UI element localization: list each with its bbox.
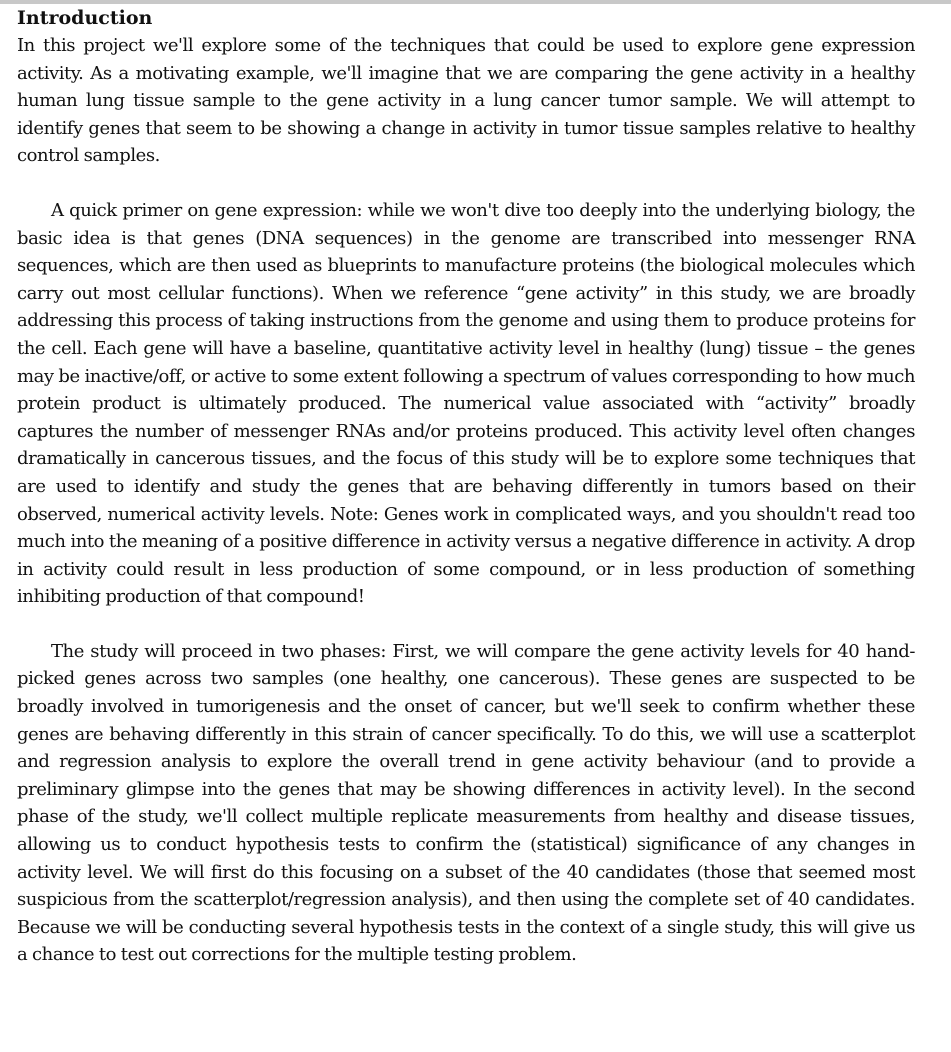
document-page bbox=[17, 7, 915, 969]
paragraph-intro: In this project we'll explore some of the techniques that could be used to explore gene expression activity. As a motivating example, we'll imagine that we are comparing the gene activity in a healthy human lung tissue sample to the gene activity in a lung cancer tumor sample. We will attempt to identify genes that seem to be showing a change in activity in tumor tissue samples relative to healthy control samples. bbox=[17, 35, 915, 167]
paragraph-gene-expression-primer: A quick primer on gene expression: while we won't dive too deeply into the underlying biology, the basic idea is that genes (DNA sequences) in the genome are transcribed into messenger RNA sequences, which are then used as blueprints to manufacture proteins (the biological molecules which carry out most cellular functions). When we reference “gene activity” in this study, we are broadly addressing this process of taking instructions from the genome and using them to produce proteins for the cell. Each gene will have a baseline, quantitative activity level in healthy (lung) tissue – the genes may be inactive/off, or active to some extent following a spectrum of values corresponding to how much protein product is ultimately produced. The numerical value associated with “activity” broadly captures the number of messenger RNAs and/or proteins produced. This activity level often changes dramatically in cancerous tissues, and the focus of this study will be to explore some techniques that are used to identify and study the genes that are behaving differently in tumors based on their observed, numerical activity levels. Note: Genes work in complicated ways, and you shouldn't read too much into the meaning of a positive difference in activity versus a negative difference in activity. A drop in activity could result in less production of some compound, or in less production of something inhibiting production of that compound! bbox=[17, 199, 915, 608]
section-heading: Introduction bbox=[17, 7, 153, 29]
paragraph-study-phases: The study will proceed in two phases: First, we will compare the gene activity levels for 40 hand-picked genes across two samples (one healthy, one cancerous). These genes are suspected to be broadly involved in tumorigenesis and the onset of cancer, but we'll seek to confirm whether these genes are behaving differently in this strain of cancer specifically. To do this, we will use a scatterplot and regression analysis to explore the overall trend in gene activity behaviour (and to provide a preliminary glimpse into the genes that may be showing differences in activity level). In the second phase of the study, we'll collect multiple replicate measurements from healthy and disease tissues, allowing us to conduct hypothesis tests to confirm the (statistical) significance of any changes in activity level. We will first do this focusing on a subset of the 40 candidates (those that seemed most suspicious from the scatterplot/regression analysis), and then using the complete set of 40 candidates. Because we will be conducting several hypothesis tests in the context of a single study, this will give us a chance to test out corrections for the multiple testing problem. bbox=[17, 640, 915, 966]
top-divider bbox=[0, 0, 951, 4]
